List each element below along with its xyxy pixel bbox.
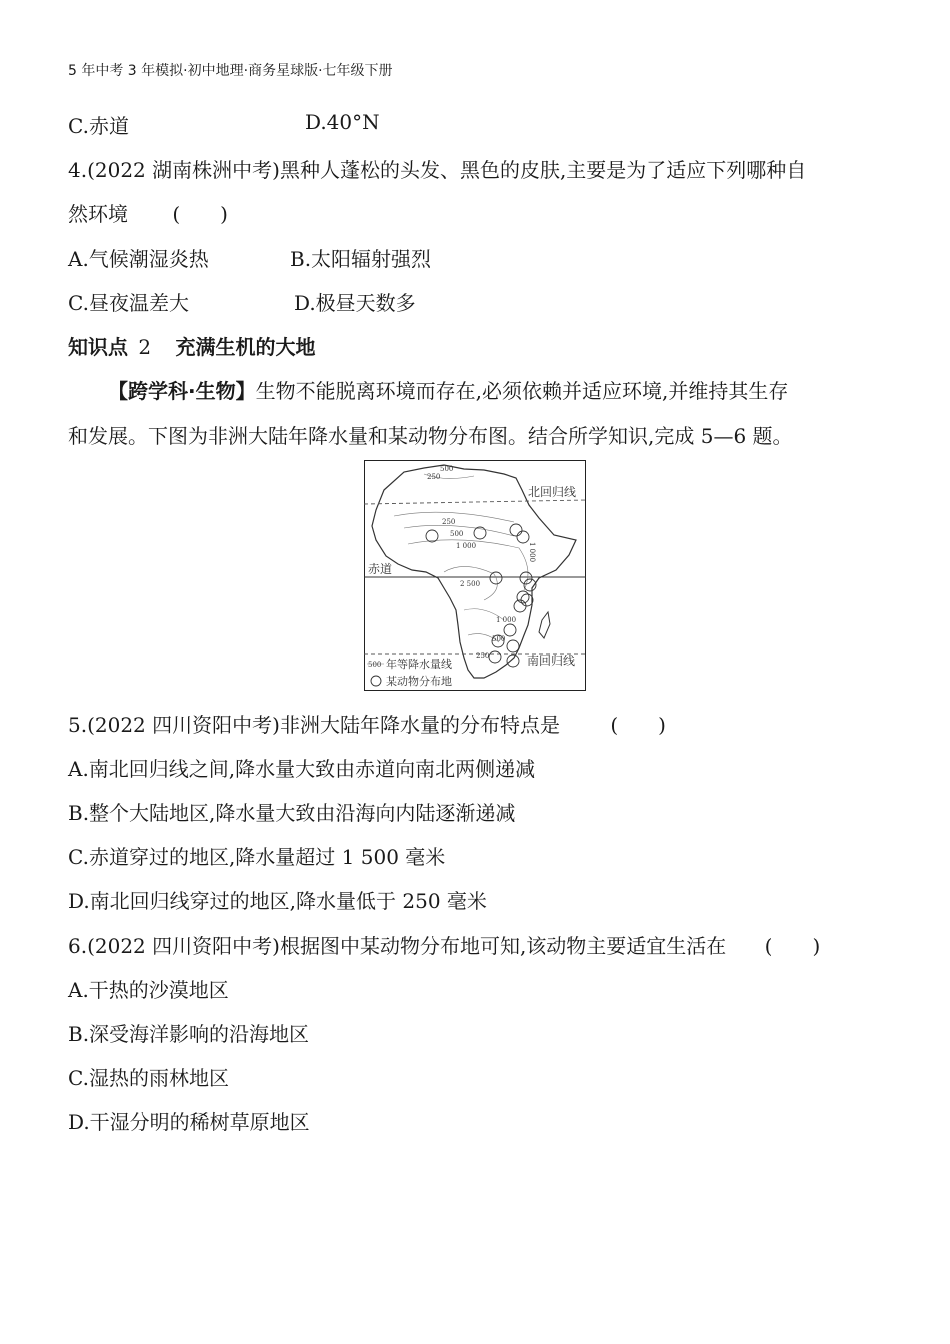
isohyet-label: 1 000 bbox=[528, 542, 536, 563]
q3-option-c: C.赤道 bbox=[68, 114, 129, 138]
page-header: 5 年中考 3 年模拟·初中地理·商务星球版·七年级下册 bbox=[68, 63, 393, 79]
isohyet-label: 500 bbox=[440, 465, 454, 473]
q6-answer-paren: ( ) bbox=[764, 934, 821, 958]
q4-stem-line2 bbox=[68, 198, 228, 227]
q4-option-c: C.昼夜温差大 bbox=[68, 291, 189, 315]
africa-precipitation-map bbox=[364, 460, 586, 691]
section-title: 充满生机的大地 bbox=[175, 335, 316, 359]
section-heading bbox=[68, 331, 315, 360]
q4-option-d: D.极昼天数多 bbox=[294, 291, 416, 315]
isohyet-label: 1 000 bbox=[456, 542, 477, 550]
isohyet-label: 2 500 bbox=[460, 580, 481, 588]
q6-stem: 6.(2022 四川资阳中考)根据图中某动物分布地可知,该动物主要适宜生活在 bbox=[68, 934, 727, 958]
q6-stem-line bbox=[68, 930, 820, 959]
q4-option-b: B.太阳辐射强烈 bbox=[290, 247, 432, 271]
q5-option-a: A.南北回归线之间,降水量大致由赤道向南北两侧递减 bbox=[68, 757, 536, 781]
intro-line1 bbox=[108, 375, 788, 404]
tropic-south-label: 南回归线 bbox=[527, 654, 576, 668]
q5-option-c: C.赤道穿过的地区,降水量超过 1 500 毫米 bbox=[68, 845, 446, 869]
q5-answer-paren: ( ) bbox=[610, 713, 666, 737]
q3-option-d: D.40°N bbox=[305, 110, 380, 134]
q6-option-a: A.干热的沙漠地区 bbox=[68, 978, 229, 1002]
section-label: 知识点 bbox=[68, 335, 128, 359]
tropic-north-label: 北回归线 bbox=[528, 485, 577, 499]
q5-option-b: B.整个大陆地区,降水量大致由沿海向内陆逐渐递减 bbox=[68, 801, 516, 825]
q5-stem-line bbox=[68, 709, 666, 738]
q4-stem-line1: 4.(2022 湖南株洲中考)黑种人蓬松的头发、黑色的皮肤,主要是为了适应下列哪种自 bbox=[68, 158, 807, 182]
q6-option-c: C.湿热的雨林地区 bbox=[68, 1066, 229, 1090]
q6-option-b: B.深受海洋影响的沿海地区 bbox=[68, 1022, 310, 1046]
isohyet-label: 250 bbox=[476, 652, 490, 660]
isohyet-label: 500 bbox=[450, 530, 464, 538]
q6-option-d: D.干湿分明的稀树草原地区 bbox=[68, 1110, 310, 1134]
isohyet-label: 250 bbox=[442, 518, 456, 526]
equator-label: 赤道 bbox=[368, 562, 393, 576]
intro-line2: 和发展。下图为非洲大陆年降水量和某动物分布图。结合所学知识,完成 5—6 题。 bbox=[68, 424, 793, 448]
intro-text: 生物不能脱离环境而存在,必须依赖并适应环境,并维持其生存 bbox=[255, 379, 789, 403]
isohyet-label: 1 000 bbox=[496, 616, 517, 624]
q4-option-a: A.气候潮湿炎热 bbox=[68, 247, 209, 271]
legend-isohyet-label: 年等降水量线 bbox=[386, 658, 452, 671]
q4-answer-paren: ( ) bbox=[172, 202, 228, 226]
isohyet-label: 500 bbox=[492, 635, 506, 643]
isohyet-label: 250 bbox=[427, 473, 441, 481]
q4-stem-text: 然环境 bbox=[68, 202, 128, 226]
section-number: 2 bbox=[138, 335, 152, 359]
legend-animal-label: 某动物分布地 bbox=[386, 675, 452, 688]
q5-stem: 5.(2022 四川资阳中考)非洲大陆年降水量的分布特点是 bbox=[68, 713, 560, 737]
legend-isohyet-number: 500 bbox=[368, 661, 382, 669]
intro-tag: 【跨学科·生物】 bbox=[108, 379, 256, 403]
q5-option-d: D.南北回归线穿过的地区,降水量低于 250 毫米 bbox=[68, 889, 487, 913]
